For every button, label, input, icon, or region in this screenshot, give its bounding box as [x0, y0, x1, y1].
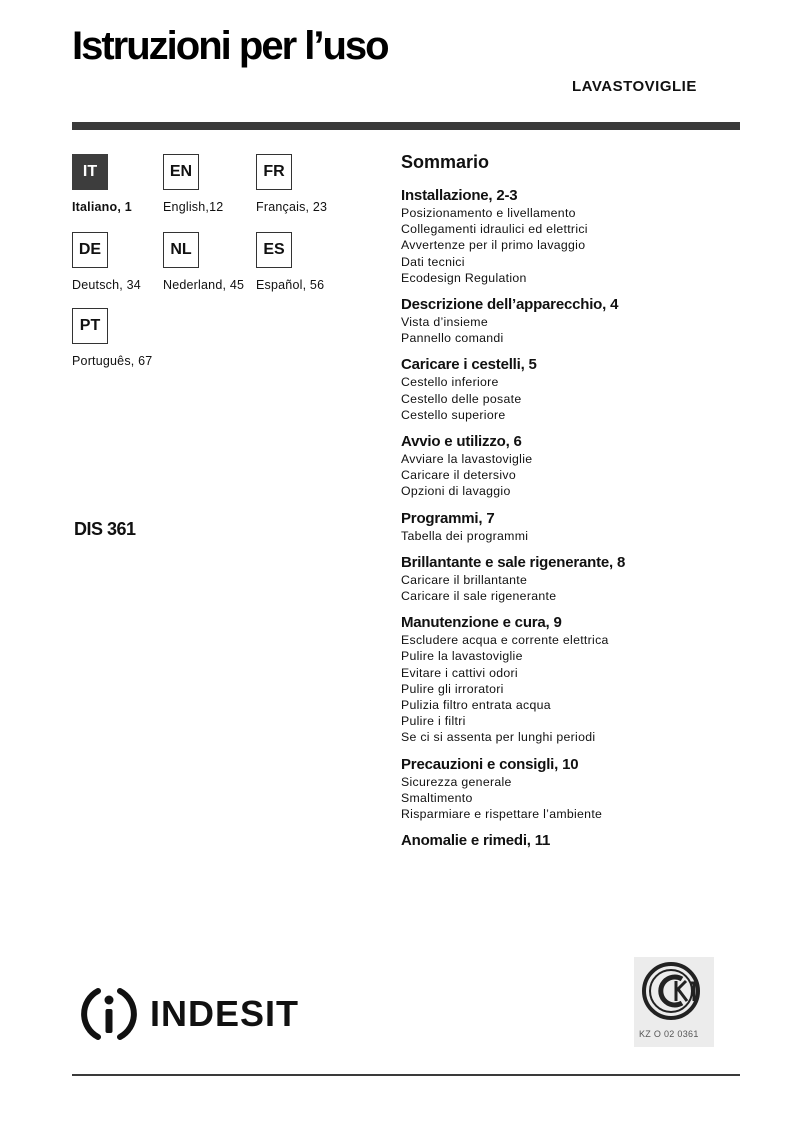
table-of-contents	[401, 152, 741, 859]
language-de	[72, 232, 164, 292]
toc-section	[401, 553, 741, 604]
language-code-box: PT	[72, 308, 108, 344]
toc-section-heading: Avvio e utilizzo, 6	[401, 433, 522, 451]
language-code-box: NL	[163, 232, 199, 268]
toc-item: Pannello comandi	[401, 331, 504, 346]
language-label: Italiano, 1	[72, 200, 132, 214]
toc-item: Escludere acqua e corrente elettrica	[401, 633, 609, 648]
language-label: Português, 67	[72, 354, 153, 368]
toc-item: Avviare la lavastoviglie	[401, 452, 533, 467]
language-es	[256, 232, 348, 292]
toc-item: Collegamenti idraulici ed elettrici	[401, 222, 588, 237]
toc-item: Evitare i cattivi odori	[401, 665, 518, 680]
toc-item: Ecodesign Regulation	[401, 270, 527, 285]
language-code-box: DE	[72, 232, 108, 268]
language-label: Nederland, 45	[163, 278, 245, 292]
language-code-box: EN	[163, 154, 199, 190]
language-label: Español, 56	[256, 278, 325, 292]
toc-section-heading: Anomalie e rimedi, 11	[401, 832, 551, 850]
toc-item: Risparmiare e rispettare l’ambiente	[401, 807, 603, 822]
toc-item: Pulizia filtro entrata acqua	[401, 698, 551, 713]
toc-item: Caricare il detersivo	[401, 468, 516, 483]
toc-item: Smaltimento	[401, 790, 473, 805]
toc-item: Caricare il sale rigenerante	[401, 589, 557, 604]
toc-item: Tabella dei programmi	[401, 528, 529, 543]
toc-section	[401, 295, 741, 346]
toc-section-heading: Programmi, 7	[401, 509, 495, 527]
language-code-box: FR	[256, 154, 292, 190]
indesit-i-logo-icon	[78, 983, 140, 1045]
language-nl	[163, 232, 255, 292]
toc-item: Cestello superiore	[401, 407, 506, 422]
language-label: Deutsch, 34	[72, 278, 141, 292]
toc-section	[401, 355, 741, 423]
toc-item: Pulire gli irroratori	[401, 681, 504, 696]
toc-section	[401, 509, 741, 544]
brand-logo	[78, 983, 299, 1045]
document-title: Istruzioni per l’uso	[72, 24, 388, 68]
toc-item: Cestello inferiore	[401, 375, 499, 390]
toc-item: Sicurezza generale	[401, 774, 512, 789]
bottom-divider	[72, 1074, 740, 1076]
certification-mark-icon	[634, 957, 714, 1027]
toc-section	[401, 831, 741, 850]
toc-section-heading: Installazione, 2-3	[401, 187, 518, 204]
toc-sections	[401, 186, 741, 850]
model-number: DIS 361	[74, 519, 136, 539]
language-label: English,12	[163, 200, 224, 214]
toc-item: Posizionamento e livellamento	[401, 206, 576, 220]
toc-title: Sommario	[401, 152, 490, 172]
top-divider	[72, 122, 740, 130]
toc-section	[401, 755, 741, 823]
toc-item: Opzioni di lavaggio	[401, 484, 511, 499]
toc-section	[401, 432, 741, 500]
language-fr	[256, 154, 348, 214]
toc-item: Pulire i filtri	[401, 714, 466, 729]
toc-section-heading: Manutenzione e cura, 9	[401, 614, 562, 632]
toc-item: Avvertenze per il primo lavaggio	[401, 238, 586, 253]
toc-item: Dati tecnici	[401, 254, 465, 269]
toc-item: Cestello delle posate	[401, 391, 522, 406]
toc-section	[401, 613, 741, 745]
product-type: LAVASTOVIGLIE	[572, 78, 697, 95]
toc-section-heading: Descrizione dell’apparecchio, 4	[401, 296, 619, 314]
language-code-box: IT	[72, 154, 108, 190]
toc-item: Se ci si assenta per lunghi periodi	[401, 730, 596, 745]
toc-section-heading: Caricare i cestelli, 5	[401, 356, 537, 374]
brand-name: INDESIT	[150, 993, 300, 1034]
language-it	[72, 154, 164, 214]
toc-section-heading: Brillantante e sale rigenerante, 8	[401, 553, 626, 571]
language-label: Français, 23	[256, 200, 328, 214]
certification-mark	[634, 957, 714, 1047]
language-code-box: ES	[256, 232, 292, 268]
toc-section-heading: Precauzioni e consigli, 10	[401, 755, 579, 773]
toc-item: Caricare il brillantante	[401, 572, 528, 587]
language-en	[163, 154, 255, 214]
language-pt	[72, 308, 164, 368]
toc-section	[401, 186, 741, 286]
toc-item: Pulire la lavastoviglie	[401, 649, 523, 664]
certification-code: KZ O 02 0361	[639, 1029, 699, 1039]
toc-item: Vista d’insieme	[401, 315, 488, 330]
